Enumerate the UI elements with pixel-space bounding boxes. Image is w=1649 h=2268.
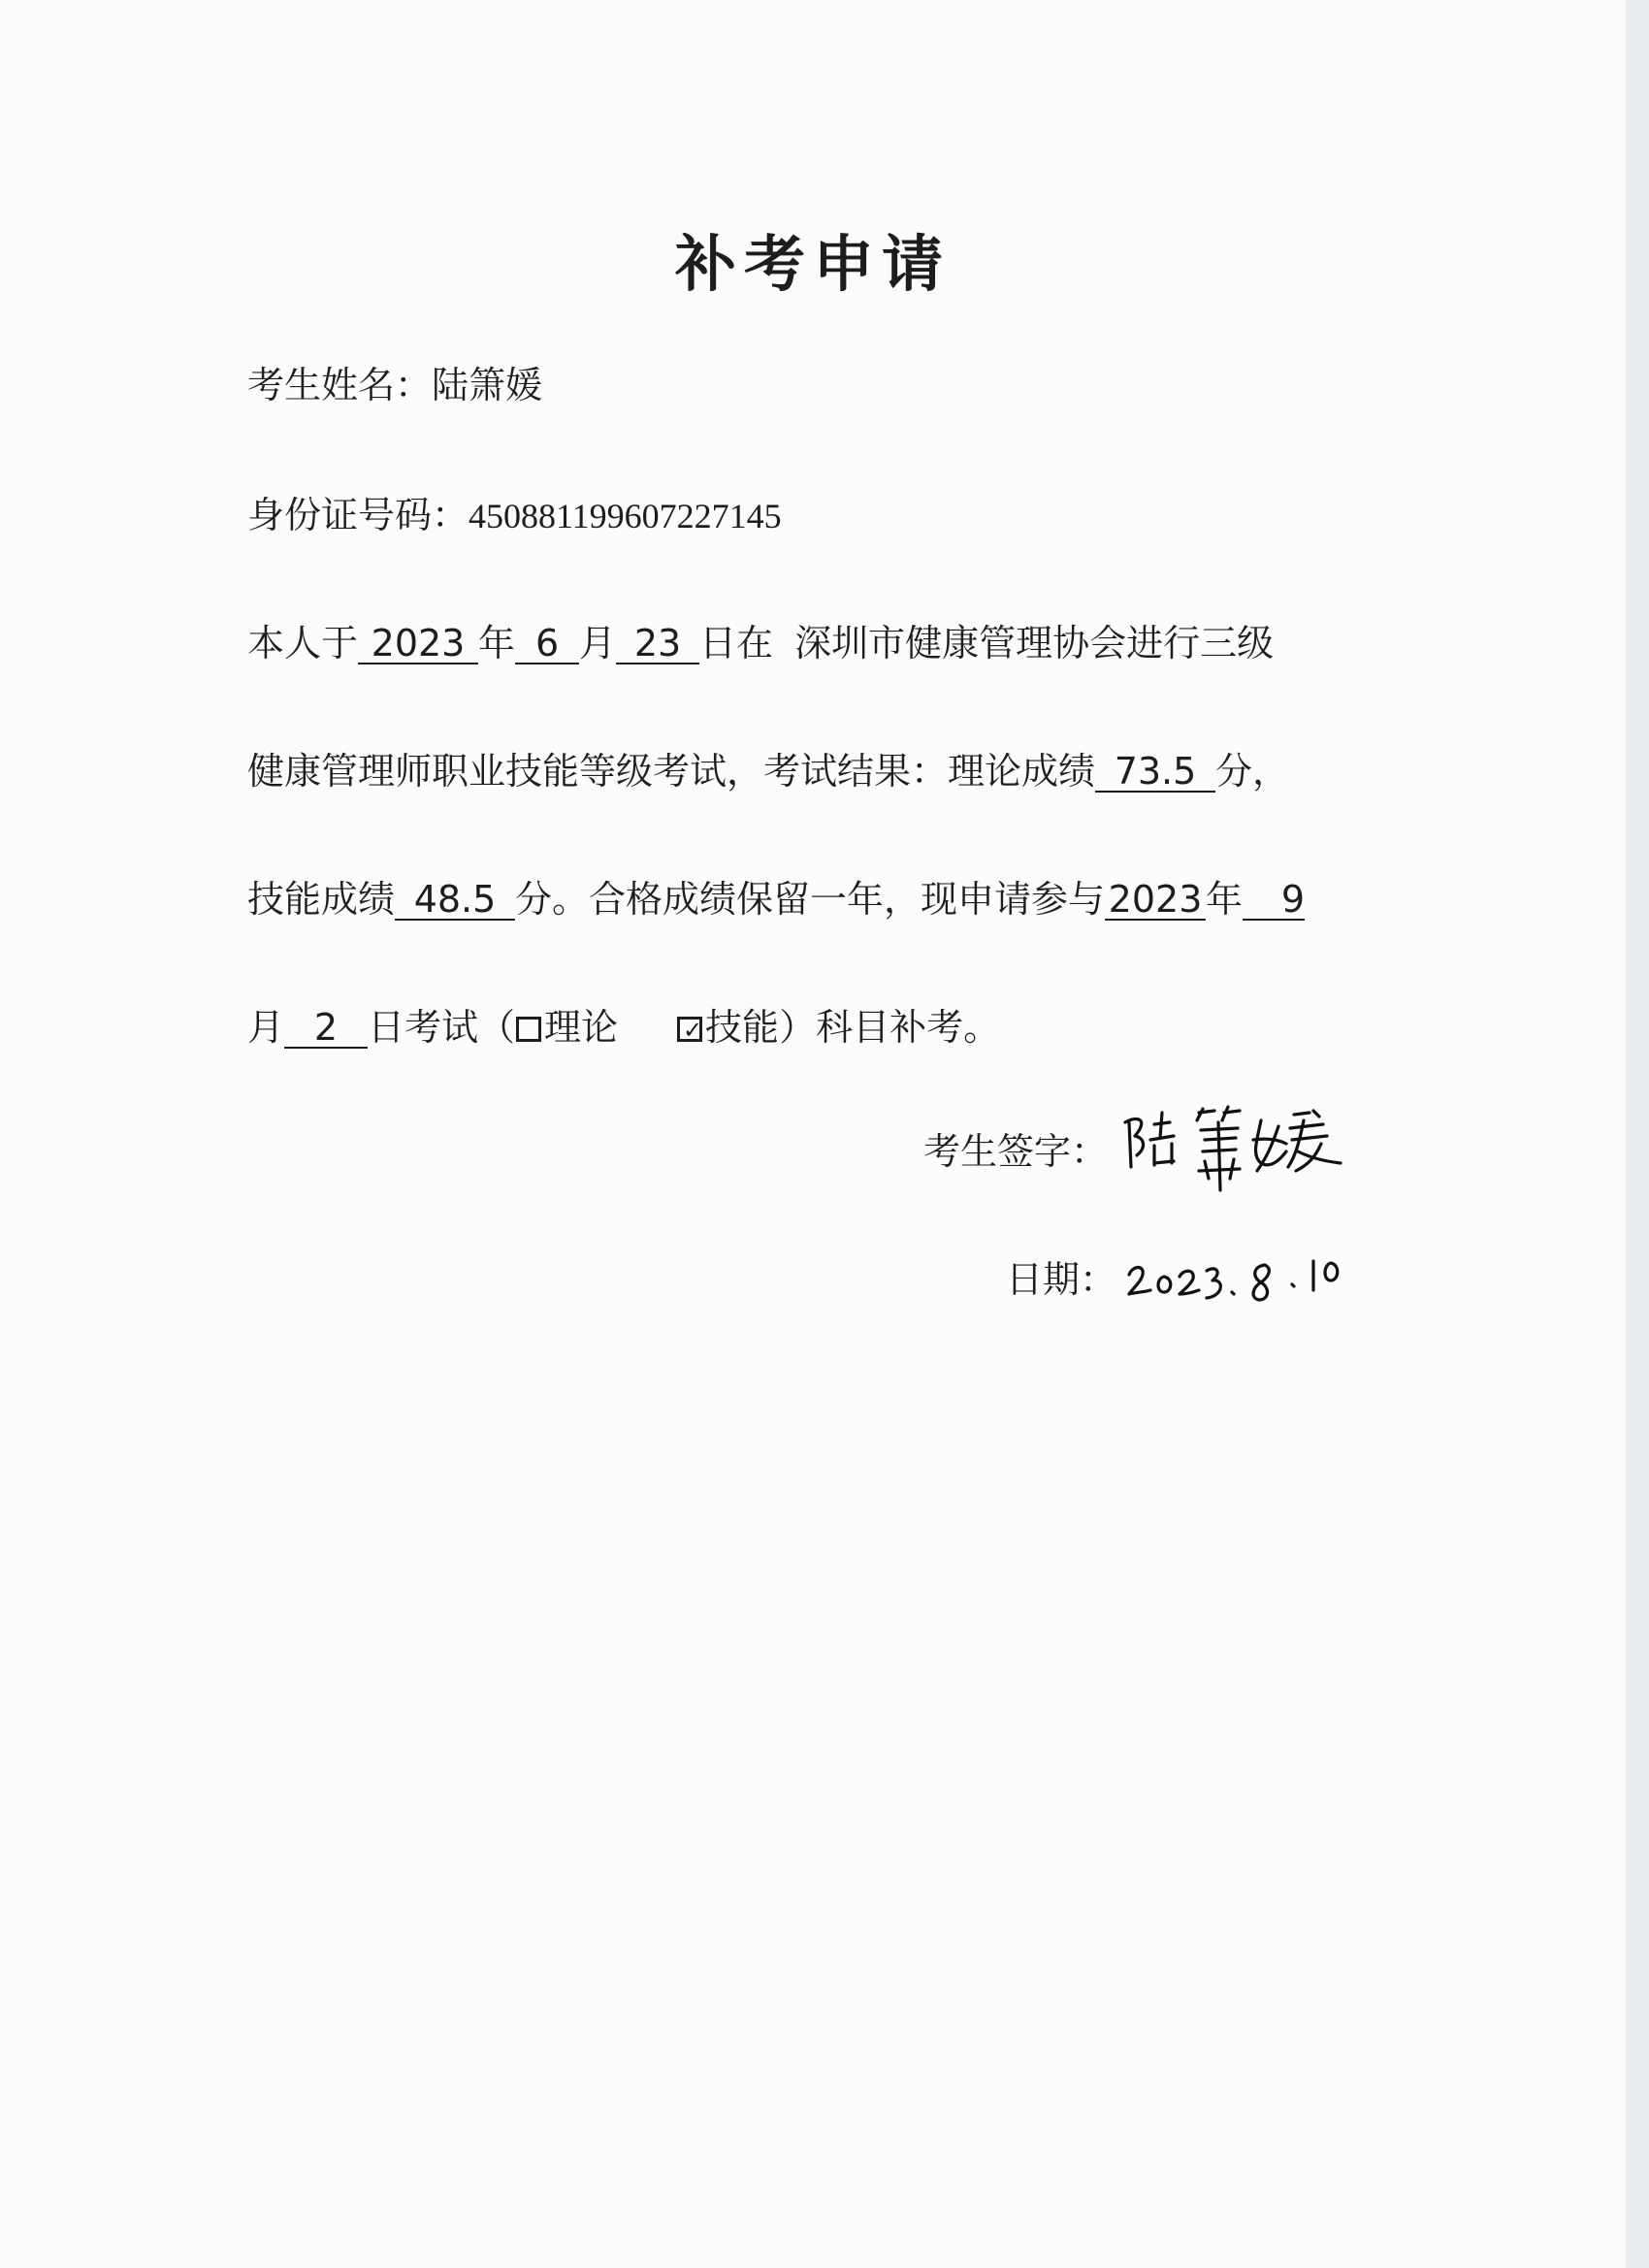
skill-checkbox[interactable] [677,1017,702,1042]
document-title: 补考申请 [675,229,951,300]
statement-text: 分。合格成绩保留一年，现申请参与 [515,878,1106,921]
id-number-line [247,494,782,536]
statement-text: 健康管理师职业技能等级考试，考试结果：理论成绩 [247,750,1096,793]
signature-line [923,1130,1109,1173]
skill-score-blank: 48.5 [395,881,515,921]
signature-label: 考生签字： [923,1130,1109,1173]
statement-text: ）科目补考。 [779,1006,1001,1049]
candidate-name-label: 考生姓名： [247,364,433,406]
retake-year-blank: 2023 [1105,881,1206,921]
statement-text: 技能成绩 [247,878,396,921]
statement-line-2 [247,750,1290,793]
statement-text: 分， [1215,750,1290,793]
checkmark-icon: ✓ [683,1017,703,1044]
statement-text: 月 [247,1006,285,1049]
exam-month-blank: 6 [515,625,579,664]
statement-text: 本人于 [247,622,359,664]
candidate-name-line [247,364,543,406]
theory-score-blank: 73.5 [1095,753,1215,793]
exam-venue-text: 深圳市健康管理协会进行三级 [794,622,1275,664]
date-line [1006,1258,1117,1301]
handwritten-signature [1116,1101,1358,1198]
handwritten-date [1123,1238,1346,1315]
retake-day-blank: 2 [284,1009,368,1049]
exam-year-blank: 2023 [358,625,478,664]
retake-month-blank: 9 [1243,881,1305,921]
theory-option-label: 理论 [544,1006,619,1049]
statement-line-4 [247,1006,1001,1049]
id-number-label: 身份证号码： [247,494,469,536]
statement-text: 月 [579,622,617,664]
skill-option-label: 技能 [705,1006,780,1049]
statement-text: 年 [478,622,516,664]
date-label: 日期： [1006,1258,1117,1301]
id-number-value: 450881199607227145 [469,497,782,535]
statement-text: 日考试（ [368,1006,516,1049]
candidate-name-value: 陆箫媛 [432,364,543,406]
exam-day-blank: 23 [616,625,699,664]
statement-line-3 [247,878,1306,921]
statement-text: 日在 [699,622,774,664]
statement-line-1 [247,622,1275,664]
theory-checkbox[interactable] [516,1017,541,1042]
statement-text: 年 [1206,878,1244,921]
